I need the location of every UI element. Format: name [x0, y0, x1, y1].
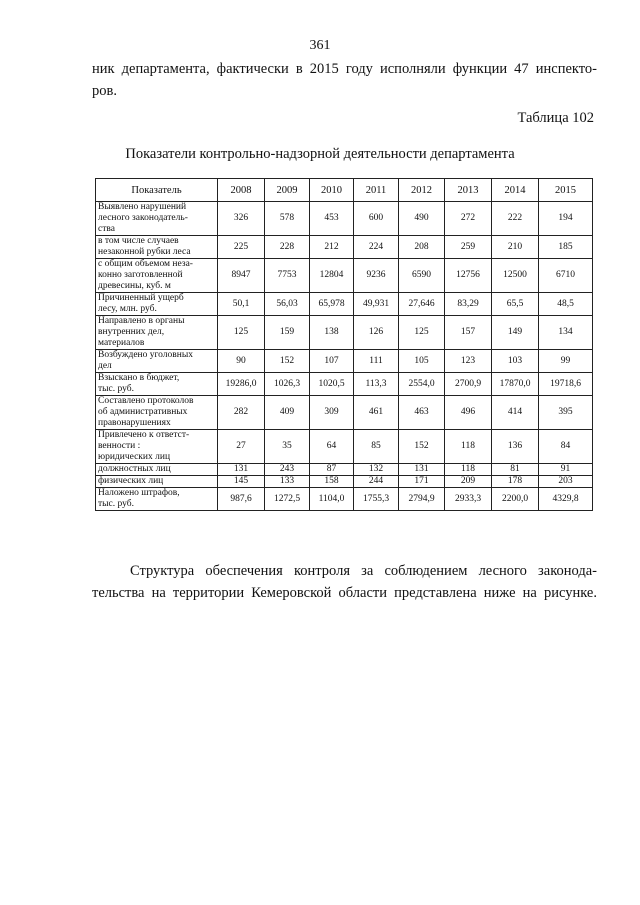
table-cell: 2554,0	[399, 373, 445, 396]
table-cell: 496	[445, 396, 492, 430]
table-cell: 208	[399, 236, 445, 259]
table-cell: 228	[265, 236, 310, 259]
paragraph-line: тельства на территории Кемеровской области представлена ниже на рисунке.	[92, 585, 597, 601]
table-cell: 490	[399, 202, 445, 236]
table-cell: 99	[539, 350, 593, 373]
table-cell: 209	[445, 476, 492, 488]
table-cell: 1020,5	[310, 373, 354, 396]
column-header: 2009	[265, 179, 310, 202]
row-label: в том числе случаев незаконной рубки леса	[96, 236, 218, 259]
table-cell: 7753	[265, 259, 310, 293]
table-cell: 203	[539, 476, 593, 488]
table-cell: 132	[354, 464, 399, 476]
table-cell: 65,978	[310, 293, 354, 316]
table-cell: 282	[218, 396, 265, 430]
table-cell: 118	[445, 464, 492, 476]
table-cell: 6710	[539, 259, 593, 293]
table-cell: 113,3	[354, 373, 399, 396]
table-cell: 134	[539, 316, 593, 350]
table-cell: 463	[399, 396, 445, 430]
table-cell: 578	[265, 202, 310, 236]
table-cell: 35	[265, 430, 310, 464]
row-label: с общим объемом неза- конно заготовленной древесины, куб. м	[96, 259, 218, 293]
table-cell: 84	[539, 430, 593, 464]
column-header: 2011	[354, 179, 399, 202]
table-cell: 56,03	[265, 293, 310, 316]
table-row	[96, 316, 593, 350]
table-cell: 152	[399, 430, 445, 464]
row-label: Привлечено к ответст- венности : юридических лиц	[96, 430, 218, 464]
table-cell: 414	[492, 396, 539, 430]
table-row	[96, 373, 593, 396]
row-label: Составлено протоколов об административных правонарушениях	[96, 396, 218, 430]
table-cell: 225	[218, 236, 265, 259]
table-cell: 48,5	[539, 293, 593, 316]
row-label: Выявлено нарушений лесного законодатель- ства	[96, 202, 218, 236]
table-cell: 2933,3	[445, 488, 492, 511]
table-cell: 27	[218, 430, 265, 464]
table-cell: 19718,6	[539, 373, 593, 396]
paragraph-line: ров.	[92, 83, 117, 99]
table-row	[96, 488, 593, 511]
column-header: 2010	[310, 179, 354, 202]
row-label: физических лиц	[96, 476, 218, 488]
table-title: Показатели контрольно-надзорной деятельности департамента	[125, 146, 515, 162]
table-cell: 157	[445, 316, 492, 350]
table-cell: 131	[399, 464, 445, 476]
table-cell: 12756	[445, 259, 492, 293]
table-cell: 2200,0	[492, 488, 539, 511]
table-cell: 49,931	[354, 293, 399, 316]
table-cell: 453	[310, 202, 354, 236]
table-row	[96, 350, 593, 373]
paragraph-line: ник департамента, фактически в 2015 году исполняли функции 47 инспекто-	[92, 61, 597, 77]
table-cell: 159	[265, 316, 310, 350]
table-cell: 171	[399, 476, 445, 488]
table-row	[96, 476, 593, 488]
table-row	[96, 396, 593, 430]
table-cell: 17870,0	[492, 373, 539, 396]
table-cell: 222	[492, 202, 539, 236]
table-cell: 600	[354, 202, 399, 236]
row-label: Наложено штрафов, тыс. руб.	[96, 488, 218, 511]
table-cell: 987,6	[218, 488, 265, 511]
table-cell: 395	[539, 396, 593, 430]
table-cell: 1272,5	[265, 488, 310, 511]
table-cell: 123	[445, 350, 492, 373]
table-cell: 107	[310, 350, 354, 373]
table-cell: 133	[265, 476, 310, 488]
table-cell: 244	[354, 476, 399, 488]
table-row	[96, 202, 593, 236]
column-header: 2012	[399, 179, 445, 202]
table-cell: 1104,0	[310, 488, 354, 511]
table-cell: 158	[310, 476, 354, 488]
table-cell: 4329,8	[539, 488, 593, 511]
row-label: Взыскано в бюджет, тыс. руб.	[96, 373, 218, 396]
table-cell: 131	[218, 464, 265, 476]
row-label: Причиненный ущерб лесу, млн. руб.	[96, 293, 218, 316]
paragraph-bottom	[92, 560, 597, 604]
table-cell: 91	[539, 464, 593, 476]
table-cell: 105	[399, 350, 445, 373]
table-cell: 149	[492, 316, 539, 350]
table-cell: 9236	[354, 259, 399, 293]
table-cell: 87	[310, 464, 354, 476]
table-cell: 409	[265, 396, 310, 430]
table-cell: 85	[354, 430, 399, 464]
table-cell: 2794,9	[399, 488, 445, 511]
table-cell: 118	[445, 430, 492, 464]
data-table	[95, 178, 593, 511]
table-cell: 272	[445, 202, 492, 236]
table-cell: 185	[539, 236, 593, 259]
column-header: Показатель	[96, 179, 218, 202]
table-cell: 50,1	[218, 293, 265, 316]
table-cell: 125	[218, 316, 265, 350]
column-header: 2014	[492, 179, 539, 202]
table-row	[96, 464, 593, 476]
table-cell: 194	[539, 202, 593, 236]
table-cell: 210	[492, 236, 539, 259]
table-cell: 309	[310, 396, 354, 430]
table-cell: 224	[354, 236, 399, 259]
table-cell: 103	[492, 350, 539, 373]
table-cell: 138	[310, 316, 354, 350]
table-cell: 2700,9	[445, 373, 492, 396]
table-cell: 19286,0	[218, 373, 265, 396]
table-cell: 136	[492, 430, 539, 464]
table-header-row	[96, 179, 593, 202]
column-header: 2008	[218, 179, 265, 202]
row-label: должностных лиц	[96, 464, 218, 476]
table-cell: 64	[310, 430, 354, 464]
table-cell: 65,5	[492, 293, 539, 316]
table-cell: 27,646	[399, 293, 445, 316]
table-cell: 145	[218, 476, 265, 488]
column-header: 2015	[539, 179, 593, 202]
table-cell: 12500	[492, 259, 539, 293]
table-cell: 125	[399, 316, 445, 350]
table-cell: 1026,3	[265, 373, 310, 396]
table-cell: 6590	[399, 259, 445, 293]
table-cell: 111	[354, 350, 399, 373]
table-cell: 326	[218, 202, 265, 236]
table-cell: 1755,3	[354, 488, 399, 511]
page-number: 361	[309, 38, 331, 53]
table-cell: 212	[310, 236, 354, 259]
table-row	[96, 293, 593, 316]
table-cell: 243	[265, 464, 310, 476]
table-label: Таблица 102	[517, 110, 594, 126]
table-cell: 178	[492, 476, 539, 488]
paragraph-line: Структура обеспечения контроля за соблюдением лесного законода-	[130, 563, 597, 579]
table-cell: 81	[492, 464, 539, 476]
table-row	[96, 236, 593, 259]
table-cell: 152	[265, 350, 310, 373]
table-cell: 12804	[310, 259, 354, 293]
table-cell: 90	[218, 350, 265, 373]
table-cell: 126	[354, 316, 399, 350]
column-header: 2013	[445, 179, 492, 202]
table-row	[96, 259, 593, 293]
paragraph-top	[92, 58, 597, 102]
row-label: Возбуждено уголовных дел	[96, 350, 218, 373]
table-row	[96, 430, 593, 464]
table-cell: 259	[445, 236, 492, 259]
table-cell: 8947	[218, 259, 265, 293]
table-cell: 83,29	[445, 293, 492, 316]
table-cell: 461	[354, 396, 399, 430]
row-label: Направлено в органы внутренних дел, материалов	[96, 316, 218, 350]
